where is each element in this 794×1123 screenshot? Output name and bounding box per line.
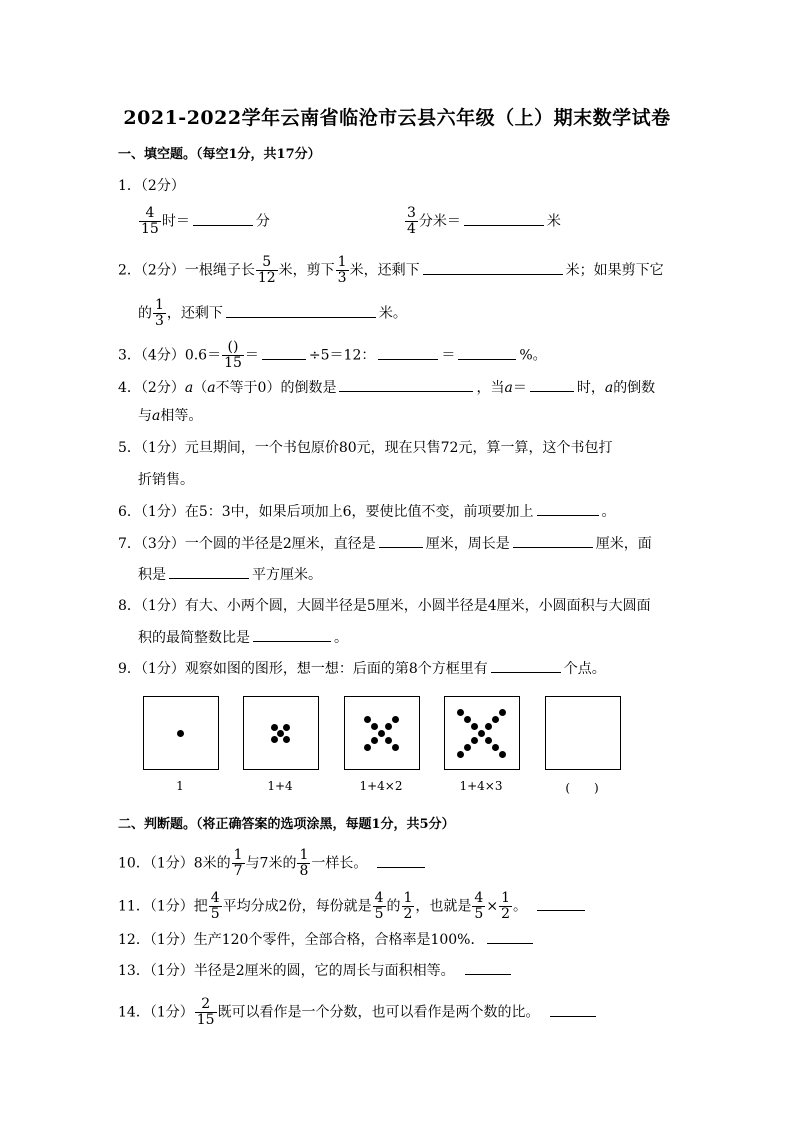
- q6-blank[interactable]: [537, 501, 599, 516]
- q13-line: 13．（1分）半径是2厘米的圆，它的周长与面积相等。: [118, 960, 514, 981]
- dot: [283, 724, 290, 731]
- section-1-heading: 一、填空题。（每空1分，共17分）: [118, 147, 321, 162]
- pattern-box-4: [444, 696, 520, 770]
- section-2-heading: 二、判断题。（将正确答案的选项涂黑，每题1分，共5分）: [118, 817, 455, 832]
- q2-line2: 的 $\frac{1}{3}$ ，还剩下 米。: [138, 297, 407, 329]
- dot: [485, 723, 492, 730]
- dot: [271, 736, 278, 743]
- dot: [499, 751, 506, 758]
- dot: [177, 730, 184, 737]
- q14-answer-blank[interactable]: [550, 1002, 596, 1017]
- q2-blank-1[interactable]: [423, 260, 563, 275]
- q1-label: 1．（2分）: [118, 178, 185, 194]
- pattern-caption-5: ( ): [565, 781, 599, 795]
- q4-line2: 与a相等。: [138, 408, 203, 424]
- q6-line: 6．（1分）在5：3中，如果后项加上6，要使比值不变，前项要加上 。: [118, 501, 616, 522]
- q1-part-a: $\frac{4}{15}$ 时＝ 分: [141, 205, 270, 237]
- q11-answer-blank[interactable]: [537, 896, 585, 911]
- dot: [485, 737, 492, 744]
- q7-blank-1[interactable]: [379, 533, 423, 548]
- q12-answer-blank[interactable]: [487, 929, 533, 944]
- dot: [471, 723, 478, 730]
- pattern-box-2: [243, 696, 319, 770]
- q5-line2: 折销售。: [138, 472, 194, 488]
- q4-blank-1[interactable]: [339, 377, 473, 392]
- pattern-box-3: [344, 696, 420, 770]
- q8-line2: 积的最简整数比是 。: [138, 627, 348, 648]
- dot: [385, 723, 392, 730]
- dot: [364, 744, 371, 751]
- dot: [457, 751, 464, 758]
- dot: [492, 744, 499, 751]
- q4-line1: 4．（2分）a（a不等于0）的倒数是 ，当a＝ 时，a的倒数: [118, 377, 655, 398]
- dot: [271, 724, 278, 731]
- dot: [457, 709, 464, 716]
- q9-blank[interactable]: [491, 658, 561, 673]
- q4-blank-2[interactable]: [530, 377, 574, 392]
- pattern-caption-4: 1+4×3: [459, 779, 503, 793]
- dot: [385, 737, 392, 744]
- q12-line: 12．（1分）生产120个零件，全部合格，合格率是100%．: [118, 929, 536, 950]
- dot: [499, 709, 506, 716]
- page-title: 2021-2022学年云南省临沧市云县六年级（上）期末数学试卷: [123, 107, 671, 129]
- pattern-box-5: [545, 696, 621, 770]
- q3-blank-3[interactable]: [458, 345, 516, 360]
- dot: [492, 716, 499, 723]
- dot: [378, 730, 385, 737]
- q1-blank-b[interactable]: [464, 211, 544, 226]
- q7-line1: 7．（3分）一个圆的半径是2厘米，直径是 厘米，周长是 厘米，面: [118, 533, 652, 554]
- q11-line: 11．（1分）把 $\frac{4}{5}$ 平均分成2份，每份就是 $\frac{4}{5}$ 的 $\frac{1}{2}$ ，也就是 $\frac{4}{5}$ × $\frac{1}{2}$ 。: [118, 891, 588, 922]
- q9-line: 9．（1分）观察如图的图形，想一想：后面的第8个方框里有 个点。: [118, 658, 606, 679]
- pattern-box-1: [143, 696, 219, 770]
- q3-line: 3．（4分）0.6＝ $\frac{()}{15}$ ＝ ÷5＝12： ＝ %。: [118, 339, 547, 371]
- q8-line1: 8．（1分）有大、小两个圆，大圆半径是5厘米，小圆半径是4厘米，小圆面积与大圆面: [118, 598, 651, 614]
- q7-blank-2[interactable]: [513, 533, 593, 548]
- dot: [392, 744, 399, 751]
- q5-line1: 5．（1分）元旦期间，一个书包原价80元，现在只售72元，算一算，这个书包打: [118, 440, 613, 456]
- q10-line: 10．（1分）8米的 $\frac{1}{7}$ 与7米的 $\frac{1}{8}$ 一样长。: [118, 848, 428, 879]
- dot: [478, 730, 485, 737]
- dot: [371, 737, 378, 744]
- pattern-caption-2: 1+4: [267, 779, 293, 793]
- dot: [464, 716, 471, 723]
- dot: [364, 716, 371, 723]
- dot: [277, 730, 284, 737]
- q8-blank[interactable]: [253, 627, 331, 642]
- dot: [464, 744, 471, 751]
- q14-line: 14．（1分） $\frac{2}{15}$ 既可以看作是一个分数，也可以看作是两个数的比。: [118, 997, 599, 1028]
- q1-fraction-a: $\frac{4}{15}$: [141, 205, 159, 237]
- q1-part-b: $\frac{3}{4}$ 分米＝ 米: [407, 205, 561, 237]
- q2-line1: 2．（2分）一根绳子长 $\frac{5}{12}$ 米，剪下 $\frac{1}{3}$ 米，还剩下 米；如果剪下它: [118, 254, 664, 286]
- q10-answer-blank[interactable]: [377, 853, 425, 868]
- pattern-caption-1: 1: [176, 779, 184, 793]
- q3-blank-1[interactable]: [262, 345, 306, 360]
- dot: [371, 723, 378, 730]
- q1-fraction-b: $\frac{3}{4}$: [407, 205, 416, 237]
- q3-blank-2[interactable]: [378, 345, 438, 360]
- q7-line2: 积是 平方厘米。: [138, 564, 322, 585]
- pattern-caption-3: 1+4×2: [359, 779, 403, 793]
- q7-blank-3[interactable]: [169, 564, 249, 579]
- q13-answer-blank[interactable]: [465, 960, 511, 975]
- dot: [283, 736, 290, 743]
- dot: [392, 716, 399, 723]
- q2-blank-2[interactable]: [226, 303, 376, 318]
- dot: [471, 737, 478, 744]
- q1-blank-a[interactable]: [193, 211, 253, 226]
